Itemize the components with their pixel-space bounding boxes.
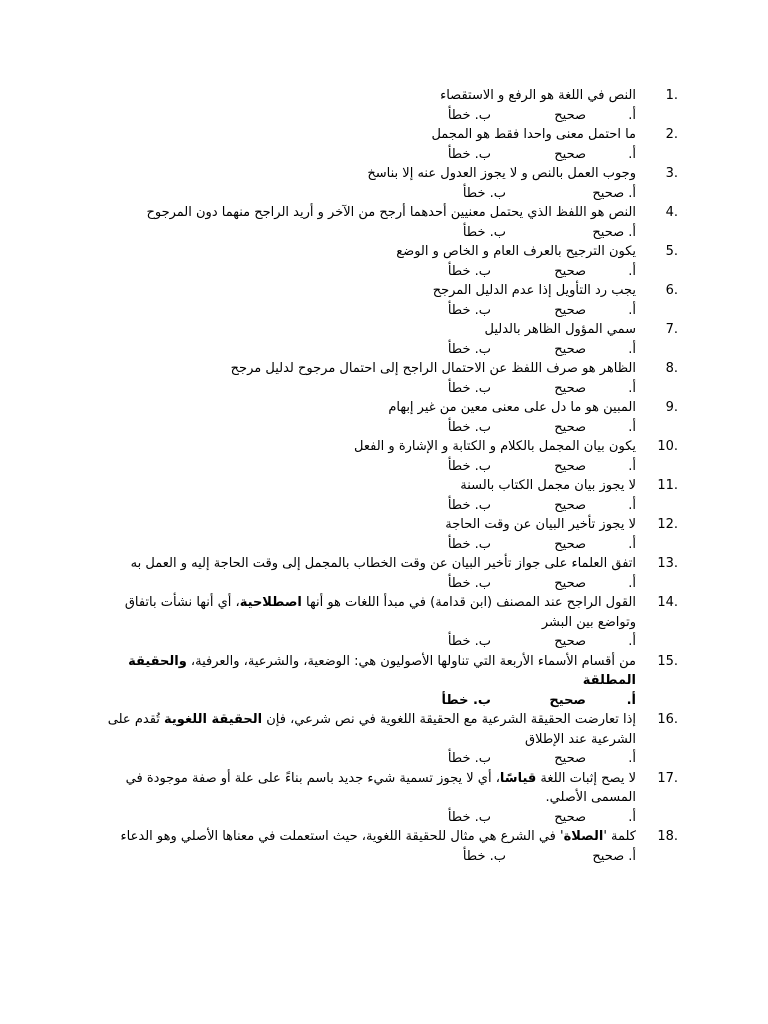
question-item (98, 437, 678, 476)
question-text: ما احتمل معنى واحدا فقط هو المجمل (431, 127, 636, 142)
emphasized-term: الصلاة (563, 829, 604, 844)
option-true[interactable]: صحيح (554, 263, 586, 279)
answer-options (98, 847, 636, 867)
option-false[interactable]: ب. خطأ (447, 419, 491, 435)
option-false[interactable]: ب. خطأ (447, 107, 491, 123)
question-text-part: ، أي أنها نشأت باتفاق وتواضع بين البشر (124, 595, 636, 630)
question-text: المبين هو ما دل على معنى معين من غير إبهام (388, 400, 636, 415)
option-false[interactable]: ب. خطأ (447, 263, 491, 279)
emphasized-term: اصطلاحية (239, 595, 302, 610)
question-text-part: من أقسام الأسماء الأربعة التي تناولها الأصوليون هي: الوضعية، والشرعية، والعرفية، (186, 653, 636, 669)
option-true[interactable]: صحيح (554, 146, 586, 162)
option-true[interactable]: صحيح (554, 341, 586, 357)
option-true[interactable]: صحيح (554, 302, 586, 318)
option-true[interactable]: صحيح (554, 809, 586, 825)
question-item (98, 652, 678, 711)
question-text-part: إذا تعارضت الحقيقة الشرعية مع الحقيقة اللغوية في نص شرعي، فإن (262, 712, 636, 727)
option-true[interactable]: صحيح (549, 692, 586, 708)
question-text: اتفق العلماء على جواز تأخير البيان عن وقت الخطاب بالمجمل إلى وقت الحاجة إليه و العمل به (130, 556, 636, 571)
question-item (98, 710, 678, 769)
question-number: .1 (665, 88, 678, 103)
answer-options (98, 418, 636, 438)
option-true[interactable]: صحيح (554, 497, 586, 513)
option-true[interactable]: صحيح (554, 380, 586, 396)
option-true[interactable]: صحيح (554, 419, 586, 435)
question-text (98, 593, 636, 632)
question-number: .6 (665, 283, 678, 298)
option-true[interactable]: صحيح (554, 751, 586, 766)
option-false[interactable]: ب. خطأ (462, 848, 506, 864)
option-true[interactable]: أ. صحيح (592, 224, 636, 240)
option-alef-marker: أ. (626, 692, 636, 708)
question-number: .9 (665, 400, 678, 415)
answer-options (98, 496, 636, 516)
option-true[interactable]: أ. صحيح (592, 848, 636, 864)
question-text (98, 710, 636, 749)
option-true[interactable]: صحيح (554, 536, 586, 552)
question-text: الظاهر هو صرف اللفظ عن الاحتمال الراجح إلى احتمال مرجوح لدليل مرجح (230, 361, 636, 376)
question-list (98, 86, 678, 866)
answer-options (98, 301, 636, 321)
question-text-part: القول الراجح عند المصنف (ابن قدامة) في مبدأ اللغات هو أنها (301, 595, 636, 610)
emphasized-term: الحقيقة اللغوية (164, 712, 263, 727)
question-item (98, 476, 678, 515)
question-item (98, 203, 678, 242)
option-alef-marker: أ. (628, 380, 636, 396)
answer-options (98, 145, 636, 165)
option-alef-marker: أ. (628, 107, 636, 123)
question-text: سمي المؤول الظاهر بالدليل (484, 322, 636, 337)
option-alef-marker: أ. (628, 419, 636, 435)
option-false[interactable]: ب. خطأ (447, 302, 491, 318)
question-number: .4 (665, 205, 678, 220)
question-item (98, 320, 678, 359)
question-item (98, 398, 678, 437)
question-number: .14 (657, 595, 678, 610)
question-text: لا يجوز تأخير البيان عن وقت الحاجة (445, 517, 636, 532)
question-text-part: ، أي لا يجوز تسمية شيء جديد باسم بناءً على علة أو صفة موجودة في المسمى الأصلي. (125, 770, 636, 805)
question-text: لا يجوز بيان مجمل الكتاب بالسنة (460, 478, 636, 493)
question-item (98, 125, 678, 164)
question-number: .13 (657, 556, 678, 571)
option-alef-marker: أ. (628, 263, 636, 279)
option-true[interactable]: صحيح (554, 634, 586, 649)
option-false[interactable]: ب. خطأ (447, 146, 491, 162)
option-alef-marker: أ. (628, 341, 636, 357)
question-text: النص في اللغة هو الرفع و الاستقصاء (440, 88, 636, 103)
option-alef-marker: أ. (628, 634, 636, 649)
answer-options (98, 340, 636, 360)
question-number: .2 (665, 127, 678, 142)
option-alef-marker: أ. (628, 809, 636, 825)
option-false[interactable]: ب. خطأ (447, 497, 491, 513)
option-alef-marker: أ. (628, 751, 636, 766)
question-number: .7 (665, 322, 678, 337)
option-false[interactable]: ب. خطأ (447, 536, 491, 552)
answer-options (98, 223, 636, 243)
option-true[interactable]: أ. صحيح (592, 185, 636, 201)
question-number: .17 (657, 770, 678, 786)
question-number: .3 (665, 166, 678, 181)
question-text: يكون الترجيح بالعرف العام و الخاص و الوضع (396, 244, 636, 259)
option-false[interactable]: ب. خطأ (447, 751, 491, 766)
answer-options (98, 457, 636, 477)
option-alef-marker: أ. (628, 575, 636, 591)
question-number: .12 (657, 517, 678, 532)
option-true[interactable]: صحيح (554, 458, 586, 474)
question-text: وجوب العمل بالنص و لا يجوز العدول عنه إلا بناسخ (367, 166, 636, 181)
answer-options (98, 106, 636, 126)
question-number: .8 (665, 361, 678, 376)
question-item (98, 769, 678, 828)
emphasized-term: قياسًا (499, 770, 537, 786)
answer-options (98, 535, 636, 555)
option-false[interactable]: ب. خطأ (447, 809, 491, 825)
option-false[interactable]: ب. خطأ (447, 380, 491, 396)
question-item (98, 86, 678, 125)
emphasized-term: والحقيقة المطلقة (128, 653, 636, 688)
answer-options (98, 749, 636, 769)
question-text (98, 827, 636, 847)
option-alef-marker: أ. (628, 497, 636, 513)
option-false[interactable]: ب. خطأ (462, 224, 506, 240)
answer-options (98, 691, 636, 711)
question-item (98, 827, 678, 866)
question-item (98, 515, 678, 554)
question-text: يجب رد التأويل إذا عدم الدليل المرجح (432, 283, 636, 298)
answer-options (98, 632, 636, 652)
question-text: يكون بيان المجمل بالكلام و الكتابة و الإشارة و الفعل (354, 439, 636, 454)
answer-options (98, 574, 636, 594)
answer-options (98, 262, 636, 282)
option-false[interactable]: ب. خطأ (447, 575, 491, 591)
option-alef-marker: أ. (628, 302, 636, 318)
option-alef-marker: أ. (628, 458, 636, 474)
question-item (98, 554, 678, 593)
question-text: النص هو اللفظ الذي يحتمل معنيين أحدهما أرجح من الآخر و أريد الراجح منهما دون المرجوح (146, 205, 636, 220)
question-text-part: لا يصح إثبات اللغة (536, 770, 636, 786)
option-true[interactable]: صحيح (554, 107, 586, 123)
question-item (98, 242, 678, 281)
question-item (98, 164, 678, 203)
answer-options (98, 379, 636, 399)
question-text (98, 769, 636, 808)
question-number: .11 (657, 478, 678, 493)
option-false[interactable]: ب. خطأ (462, 185, 506, 201)
question-text-part: تُقدم على الشرعية عند الإطلاق (107, 712, 636, 747)
option-false[interactable]: ب. خطأ (447, 341, 491, 357)
option-alef-marker: أ. (628, 146, 636, 162)
question-number: .5 (665, 244, 678, 259)
answer-options (98, 808, 636, 828)
option-true[interactable]: صحيح (554, 575, 586, 591)
option-alef-marker: أ. (628, 536, 636, 552)
question-item (98, 281, 678, 320)
question-number: .18 (657, 829, 678, 844)
answer-options (98, 184, 636, 204)
question-number: .16 (657, 712, 678, 727)
question-number: .10 (657, 439, 678, 454)
question-text-part: ' في الشرع هي مثال للحقيقة اللغوية، حيث استعملت في معناها الأصلي وهو الدعاء (120, 829, 564, 844)
question-number: .15 (657, 653, 678, 669)
question-text-part: كلمة ' (603, 829, 636, 844)
question-item (98, 593, 678, 652)
option-false[interactable]: ب. خطأ (447, 634, 491, 649)
question-item (98, 359, 678, 398)
option-false[interactable]: ب. خطأ (447, 458, 491, 474)
question-text (98, 652, 636, 691)
option-false[interactable]: ب. خطأ (441, 692, 491, 708)
